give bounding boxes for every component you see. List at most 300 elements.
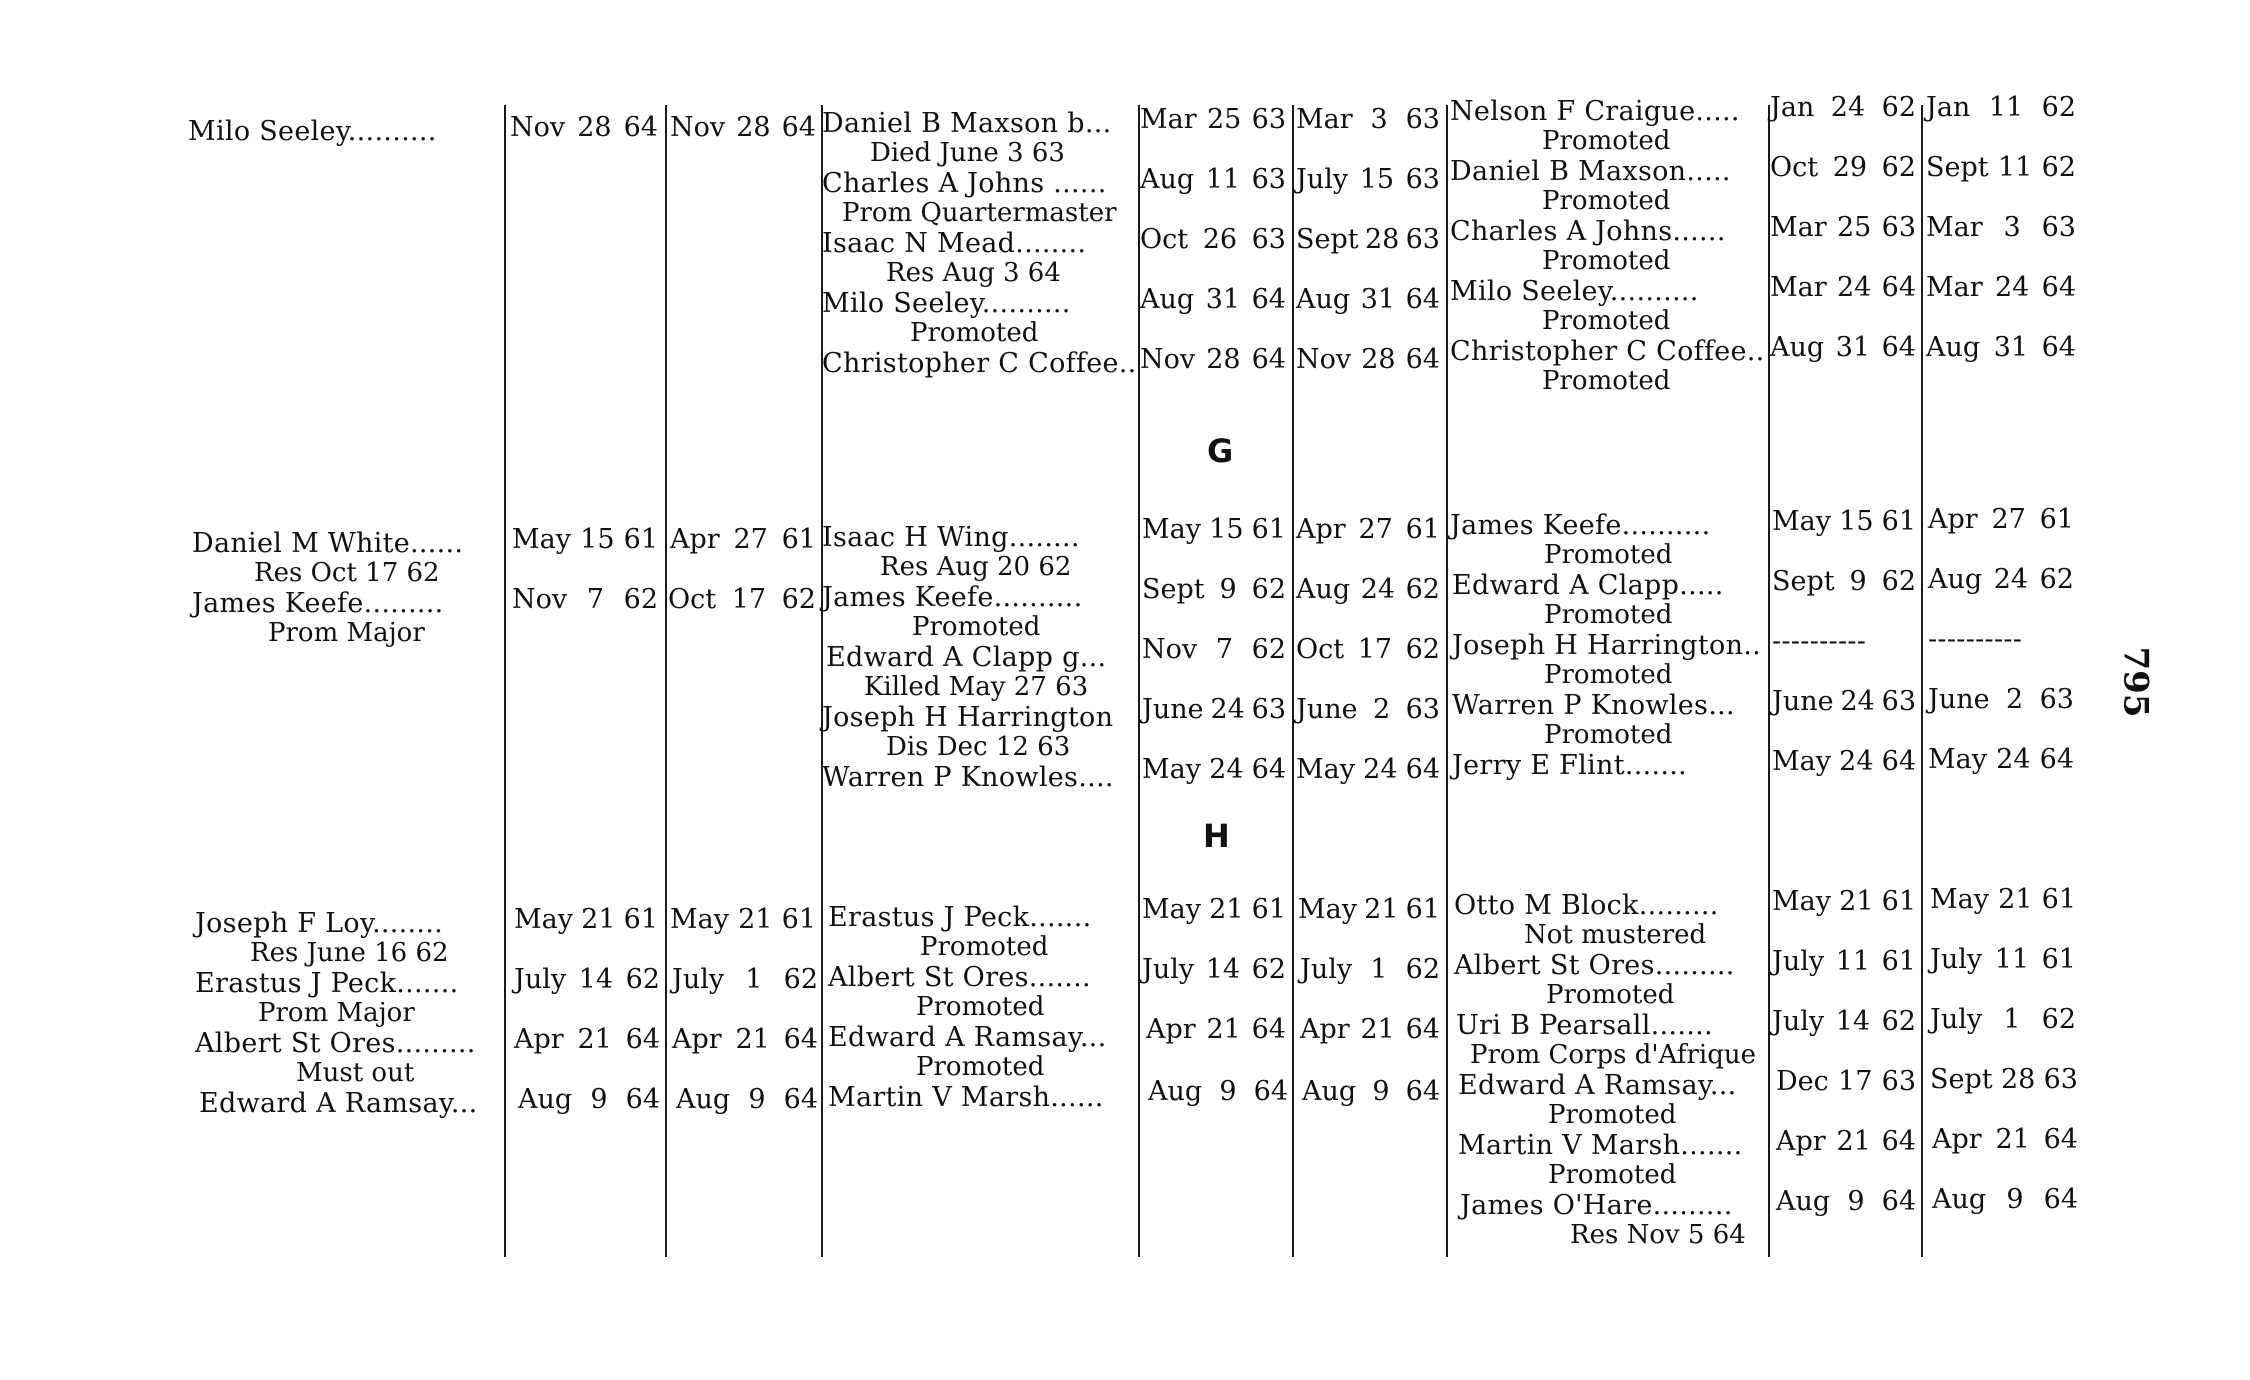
col9-date xyxy=(1932,1124,2078,1156)
date-month: Aug xyxy=(1770,332,1825,363)
date-day: 31 xyxy=(1993,332,2029,363)
date-day: 9 xyxy=(748,1084,766,1115)
date-day: 15 xyxy=(580,524,615,555)
col4-note: Promoted xyxy=(920,932,1049,962)
col6-date xyxy=(1296,574,1440,606)
date-month: Apr xyxy=(1776,1126,1826,1157)
date-day: 15 xyxy=(1839,506,1874,537)
date-day: 25 xyxy=(1206,104,1242,135)
date-year: 64 xyxy=(1405,344,1440,375)
col9-date xyxy=(1930,884,2076,916)
col7-note: Promoted xyxy=(1542,126,1671,156)
date-year: 64 xyxy=(1881,272,1916,303)
date-year: 63 xyxy=(2041,212,2076,243)
date-month: Nov xyxy=(1142,634,1198,665)
name-text: Milo Seeley xyxy=(188,116,348,147)
date-month: May xyxy=(1772,506,1831,537)
date-month: July xyxy=(672,964,725,995)
col4-note: Prom Quartermaster xyxy=(842,198,1117,228)
column-rule xyxy=(821,105,823,1257)
col7-name: Charles A Johns...... xyxy=(1450,216,1726,247)
name-text: Isaac H Wing xyxy=(822,522,1009,553)
name-text: Martin V Marsh xyxy=(1458,1130,1681,1161)
date-year: 62 xyxy=(1881,1006,1916,1037)
name-text: Daniel B Maxson b xyxy=(822,108,1085,139)
date-month: June xyxy=(1772,686,1834,717)
date-month: Aug xyxy=(1296,574,1351,605)
col5-date xyxy=(1140,284,1286,316)
col7-note: Promoted xyxy=(1542,366,1671,396)
date-year: 64 xyxy=(1405,754,1440,785)
col9-date xyxy=(1930,1004,2076,1036)
col4-name: Charles A Johns ...... xyxy=(822,168,1107,199)
col8-date xyxy=(1772,886,1916,918)
col5-date xyxy=(1140,344,1286,376)
col8-date xyxy=(1776,1186,1916,1218)
date-year: 62 xyxy=(1405,574,1440,605)
date-year: 64 xyxy=(783,1024,818,1055)
col3-date xyxy=(672,964,818,996)
name-text: Joseph H Harrington xyxy=(822,702,1114,733)
col7-name: Otto M Block......... xyxy=(1454,890,1719,921)
date-month: Aug xyxy=(676,1084,731,1115)
col1-note: Prom Major xyxy=(258,998,415,1028)
date-month: Mar xyxy=(1140,104,1197,135)
col2-date xyxy=(512,524,658,556)
date-day: 17 xyxy=(731,584,767,615)
date-month: Sept xyxy=(1142,574,1205,605)
date-year: 61 xyxy=(1881,506,1916,537)
date-month: Aug xyxy=(1302,1076,1357,1107)
date-year: 61 xyxy=(623,524,658,555)
date-year: 64 xyxy=(1405,1076,1440,1107)
date-month: Nov xyxy=(1296,344,1352,375)
col3-date xyxy=(676,1084,818,1116)
date-year: 62 xyxy=(2041,92,2076,123)
col7-note: Promoted xyxy=(1544,600,1673,630)
col5-date xyxy=(1142,634,1286,666)
col7-name: Albert St Ores......... xyxy=(1454,950,1735,981)
date-day: 24 xyxy=(1996,744,2031,775)
date-year: 64 xyxy=(1251,1014,1286,1045)
date-year: 61 xyxy=(781,524,816,555)
column-rule xyxy=(1292,105,1294,1257)
date-year: 64 xyxy=(1253,1076,1288,1107)
col1-name: Albert St Ores......... xyxy=(195,1028,476,1059)
col6-date xyxy=(1296,754,1440,786)
date-month: Aug xyxy=(1928,564,1983,595)
col1-name: Joseph F Loy........ xyxy=(195,908,444,939)
date-day: 27 xyxy=(1991,504,2026,535)
date-month: Oct xyxy=(1296,634,1345,665)
col5-date xyxy=(1142,954,1286,986)
date-year: 62 xyxy=(1251,634,1286,665)
date-year: 62 xyxy=(1405,954,1440,985)
col6-date xyxy=(1300,1014,1440,1046)
col7-name: Daniel B Maxson..... xyxy=(1450,156,1731,187)
date-month: Aug xyxy=(1776,1186,1831,1217)
date-year: 64 xyxy=(623,112,658,143)
date-month: May xyxy=(1142,754,1201,785)
date-month: Jan xyxy=(1770,92,1815,123)
date-month: July xyxy=(1142,954,1195,985)
col6-date xyxy=(1302,1076,1440,1108)
col9-date xyxy=(1926,212,2076,244)
date-day: 1 xyxy=(2003,1004,2021,1035)
name-text: Christopher C Coffee xyxy=(822,348,1119,379)
date-year: 64 xyxy=(1251,344,1286,375)
col8-date xyxy=(1770,332,1916,364)
col4-note: Killed May 27 63 xyxy=(864,672,1089,702)
name-text: Martin V Marsh xyxy=(828,1082,1051,1113)
name-text: Daniel M White xyxy=(192,528,410,559)
column-rule xyxy=(1138,105,1140,1257)
date-month: Oct xyxy=(668,584,717,615)
col8-blank: ---------- xyxy=(1772,626,1867,657)
date-month: Apr xyxy=(1928,504,1978,535)
date-day: 24 xyxy=(1836,272,1872,303)
date-month: Aug xyxy=(1140,164,1195,195)
date-day: 29 xyxy=(1832,152,1868,183)
date-year: 63 xyxy=(1405,164,1440,195)
col7-name: James Keefe.......... xyxy=(1450,510,1711,541)
date-year: 64 xyxy=(781,112,816,143)
date-year: 64 xyxy=(625,1084,660,1115)
name-text: Albert St Ores xyxy=(1454,950,1655,981)
col6-date xyxy=(1300,954,1440,986)
col6-date xyxy=(1296,164,1440,196)
col6-date xyxy=(1296,284,1440,316)
date-day: 21 xyxy=(1998,884,2033,915)
col2-date xyxy=(514,1024,660,1056)
date-year: 62 xyxy=(781,584,816,615)
date-day: 9 xyxy=(2006,1184,2024,1215)
col4-note: Promoted xyxy=(910,318,1039,348)
date-month: Nov xyxy=(510,112,566,143)
name-text: Albert St Ores xyxy=(828,962,1029,993)
name-text: Joseph H Harrington xyxy=(1452,630,1744,661)
column-rule xyxy=(504,105,506,1257)
name-text: James O'Hare xyxy=(1460,1190,1653,1221)
date-day: 28 xyxy=(577,112,612,143)
col7-name: Milo Seeley.......... xyxy=(1450,276,1699,307)
date-month: May xyxy=(670,904,729,935)
date-month: Mar xyxy=(1770,212,1827,243)
date-day: 9 xyxy=(1372,1076,1390,1107)
date-day: 14 xyxy=(1835,1006,1871,1037)
date-day: 28 xyxy=(736,112,771,143)
date-day: 31 xyxy=(1360,284,1396,315)
column-rule xyxy=(1921,105,1923,1257)
col4-name: Martin V Marsh...... xyxy=(828,1082,1104,1113)
col2-date xyxy=(510,112,658,144)
date-year: 61 xyxy=(1881,946,1916,977)
col7-name: Jerry E Flint....... xyxy=(1452,750,1688,781)
date-year: 64 xyxy=(2043,1124,2078,1155)
date-year: 62 xyxy=(2041,1004,2076,1035)
date-month: Apr xyxy=(1932,1124,1982,1155)
name-text: Edward A Ramsay xyxy=(828,1022,1080,1053)
date-year: 61 xyxy=(2039,504,2074,535)
date-day: 24 xyxy=(1830,92,1866,123)
col6-date xyxy=(1296,224,1440,256)
date-day: 3 xyxy=(1370,104,1388,135)
date-day: 17 xyxy=(1357,634,1393,665)
date-month: Nov xyxy=(512,584,568,615)
name-text: Albert St Ores xyxy=(195,1028,396,1059)
date-day: 15 xyxy=(1359,164,1395,195)
date-day: 7 xyxy=(1215,634,1233,665)
name-text: Erastus J Peck xyxy=(828,902,1030,933)
date-year: 63 xyxy=(1881,212,1916,243)
col6-date xyxy=(1296,514,1440,546)
date-year: 62 xyxy=(1881,566,1916,597)
date-year: 64 xyxy=(1881,746,1916,777)
col9-date xyxy=(1926,332,2076,364)
col7-name: Christopher C Coffee.. xyxy=(1450,336,1765,367)
date-month: May xyxy=(1928,744,1987,775)
col4-name: Erastus J Peck....... xyxy=(828,902,1092,933)
date-year: 61 xyxy=(1251,514,1286,545)
col7-name: Martin V Marsh....... xyxy=(1458,1130,1743,1161)
col7-name: Joseph H Harrington.. xyxy=(1452,630,1762,661)
date-month: June xyxy=(1296,694,1358,725)
date-year: 62 xyxy=(1881,92,1916,123)
date-month: Aug xyxy=(1926,332,1981,363)
date-day: 21 xyxy=(1209,894,1244,925)
col4-note: Promoted xyxy=(916,1052,1045,1082)
col6-date xyxy=(1296,344,1440,376)
col8-date xyxy=(1772,566,1916,598)
date-month: July xyxy=(514,964,567,995)
date-year: 62 xyxy=(1881,152,1916,183)
date-month: Oct xyxy=(1770,152,1819,183)
date-month: Apr xyxy=(672,1024,722,1055)
date-month: Sept xyxy=(1926,152,1989,183)
date-year: 62 xyxy=(2039,564,2074,595)
col3-date xyxy=(672,1024,818,1056)
date-day: 27 xyxy=(733,524,768,555)
date-year: 63 xyxy=(1881,686,1916,717)
col8-date xyxy=(1770,212,1916,244)
date-year: 64 xyxy=(1881,1126,1916,1157)
date-month: Oct xyxy=(1140,224,1189,255)
date-month: May xyxy=(1142,514,1201,545)
date-day: 24 xyxy=(1839,746,1874,777)
date-year: 62 xyxy=(1251,574,1286,605)
date-year: 64 xyxy=(2041,332,2076,363)
date-day: 28 xyxy=(2000,1064,2036,1095)
date-day: 21 xyxy=(1836,1126,1871,1157)
date-year: 64 xyxy=(2041,272,2076,303)
date-month: Apr xyxy=(670,524,720,555)
col6-date xyxy=(1296,694,1440,726)
col5-date xyxy=(1140,104,1286,136)
date-day: 31 xyxy=(1835,332,1871,363)
date-month: Aug xyxy=(1148,1076,1203,1107)
col5-date xyxy=(1142,574,1286,606)
col4-name xyxy=(822,702,1113,734)
col1-name: Erastus J Peck....... xyxy=(195,968,459,999)
date-month: Dec xyxy=(1776,1066,1829,1097)
date-day: 24 xyxy=(1210,694,1245,725)
date-year: 61 xyxy=(1405,514,1440,545)
date-day: 28 xyxy=(1361,344,1396,375)
date-month: July xyxy=(1930,1004,1983,1035)
col1-name: Edward A Ramsay... xyxy=(199,1088,478,1119)
date-year: 62 xyxy=(625,964,660,995)
col4-name: Albert St Ores....... xyxy=(828,962,1091,993)
date-year: 64 xyxy=(1405,284,1440,315)
date-month: July xyxy=(1296,164,1349,195)
col3-date xyxy=(670,904,816,936)
col1-name: Daniel M White...... xyxy=(192,528,464,559)
col7-note: Promoted xyxy=(1546,980,1675,1010)
name-text: Isaac N Mead xyxy=(822,228,1016,259)
col4-name: Isaac N Mead........ xyxy=(822,228,1087,259)
date-month: May xyxy=(514,904,573,935)
col9-date xyxy=(1932,1184,2078,1216)
date-year: 63 xyxy=(1405,224,1440,255)
date-month: May xyxy=(1772,746,1831,777)
col9-date xyxy=(1928,564,2074,596)
date-day: 9 xyxy=(1847,1186,1865,1217)
name-text: Jerry E Flint xyxy=(1452,750,1625,781)
date-day: 24 xyxy=(1363,754,1398,785)
col8-date xyxy=(1776,1066,1916,1098)
date-day: 24 xyxy=(1994,272,2030,303)
col9-date xyxy=(1928,744,2074,776)
date-day: 27 xyxy=(1358,514,1393,545)
date-month: June xyxy=(1928,684,1990,715)
name-text: Joseph F Loy xyxy=(195,908,372,939)
col6-date xyxy=(1298,894,1440,926)
col7-note: Not mustered xyxy=(1524,920,1707,950)
col5-date xyxy=(1142,894,1286,926)
date-year: 62 xyxy=(1251,954,1286,985)
col9-blank: ---------- xyxy=(1928,624,2023,655)
date-year: 61 xyxy=(623,904,658,935)
date-year: 62 xyxy=(1405,634,1440,665)
date-day: 15 xyxy=(1209,514,1244,545)
col4-name: Christopher C Coffee.. xyxy=(822,348,1137,379)
date-day: 11 xyxy=(1835,946,1871,977)
date-year: 61 xyxy=(2041,944,2076,975)
name-text: Milo Seeley xyxy=(822,288,982,319)
name-text: Otto M Block xyxy=(1454,890,1639,921)
column-rule xyxy=(1446,105,1448,1257)
date-month: Mar xyxy=(1296,104,1353,135)
date-day: 21 xyxy=(738,904,773,935)
date-year: 62 xyxy=(783,964,818,995)
col4-name: Edward A Clapp g... xyxy=(826,642,1107,673)
col4-note: Res Aug 3 64 xyxy=(886,258,1061,288)
date-day: 17 xyxy=(1838,1066,1873,1097)
col2-date xyxy=(514,904,658,936)
col4-name: James Keefe.......... xyxy=(822,582,1083,613)
date-month: Aug xyxy=(1296,284,1351,315)
name-text: Christopher C Coffee xyxy=(1450,336,1747,367)
col4-name: Isaac H Wing........ xyxy=(822,522,1080,553)
date-day: 2 xyxy=(2006,684,2024,715)
date-year: 63 xyxy=(1405,104,1440,135)
date-month: May xyxy=(1298,894,1357,925)
col7-name: Edward A Ramsay... xyxy=(1458,1070,1737,1101)
date-month: Apr xyxy=(514,1024,564,1055)
name-text: James Keefe xyxy=(192,588,364,619)
name-text: Warren P Knowles xyxy=(1452,690,1709,721)
date-year: 61 xyxy=(2041,884,2076,915)
col5-date xyxy=(1140,224,1286,256)
col7-note: Promoted xyxy=(1542,246,1671,276)
col7-name: Uri B Pearsall....... xyxy=(1456,1010,1713,1041)
date-year: 64 xyxy=(1405,1014,1440,1045)
date-day: 3 xyxy=(2003,212,2021,243)
col9-date xyxy=(1926,272,2076,304)
date-day: 2 xyxy=(1373,694,1391,725)
date-month: July xyxy=(1772,1006,1825,1037)
date-day: 31 xyxy=(1205,284,1241,315)
date-year: 63 xyxy=(2039,684,2074,715)
date-day: 21 xyxy=(1360,1014,1395,1045)
col4-note: Died June 3 63 xyxy=(870,138,1065,168)
date-day: 9 xyxy=(590,1084,608,1115)
col8-date xyxy=(1772,1006,1916,1038)
date-day: 21 xyxy=(577,1024,612,1055)
col8-date xyxy=(1770,92,1916,124)
date-day: 21 xyxy=(1206,1014,1241,1045)
col5-date xyxy=(1142,694,1286,726)
col9-date xyxy=(1926,152,2076,184)
column-rule xyxy=(665,105,667,1257)
date-month: Nov xyxy=(1140,344,1196,375)
col4-note: Promoted xyxy=(916,992,1045,1022)
col1-note: Prom Major xyxy=(268,618,425,648)
date-day: 1 xyxy=(745,964,763,995)
date-year: 62 xyxy=(2041,152,2076,183)
col8-date xyxy=(1776,1126,1916,1158)
col2-date xyxy=(518,1084,660,1116)
date-year: 63 xyxy=(1881,1066,1916,1097)
date-month: July xyxy=(1772,946,1825,977)
col7-note: Promoted xyxy=(1542,306,1671,336)
date-year: 63 xyxy=(1251,224,1286,255)
date-month: Aug xyxy=(518,1084,573,1115)
col1-name: James Keefe......... xyxy=(192,588,444,619)
col4-name: Warren P Knowles.... xyxy=(822,762,1114,793)
name-text: James Keefe xyxy=(1450,510,1622,541)
date-day: 11 xyxy=(1994,944,2030,975)
date-month: Apr xyxy=(1300,1014,1350,1045)
date-day: 7 xyxy=(586,584,604,615)
date-month: May xyxy=(1772,886,1831,917)
col3-date xyxy=(668,584,816,616)
date-day: 1 xyxy=(1370,954,1388,985)
name-text: Warren P Knowles xyxy=(822,762,1079,793)
date-day: 21 xyxy=(735,1024,770,1055)
date-year: 61 xyxy=(1251,894,1286,925)
date-day: 25 xyxy=(1836,212,1872,243)
date-month: May xyxy=(1142,894,1201,925)
name-text: Milo Seeley xyxy=(1450,276,1610,307)
date-month: Nov xyxy=(670,112,726,143)
name-text: Erastus J Peck xyxy=(195,968,397,999)
col4-name: Daniel B Maxson b... xyxy=(822,108,1112,139)
name-text: Edward A Clapp xyxy=(1452,570,1680,601)
date-month: Sept xyxy=(1296,224,1359,255)
date-month: May xyxy=(1930,884,1989,915)
date-month: Apr xyxy=(1296,514,1346,545)
